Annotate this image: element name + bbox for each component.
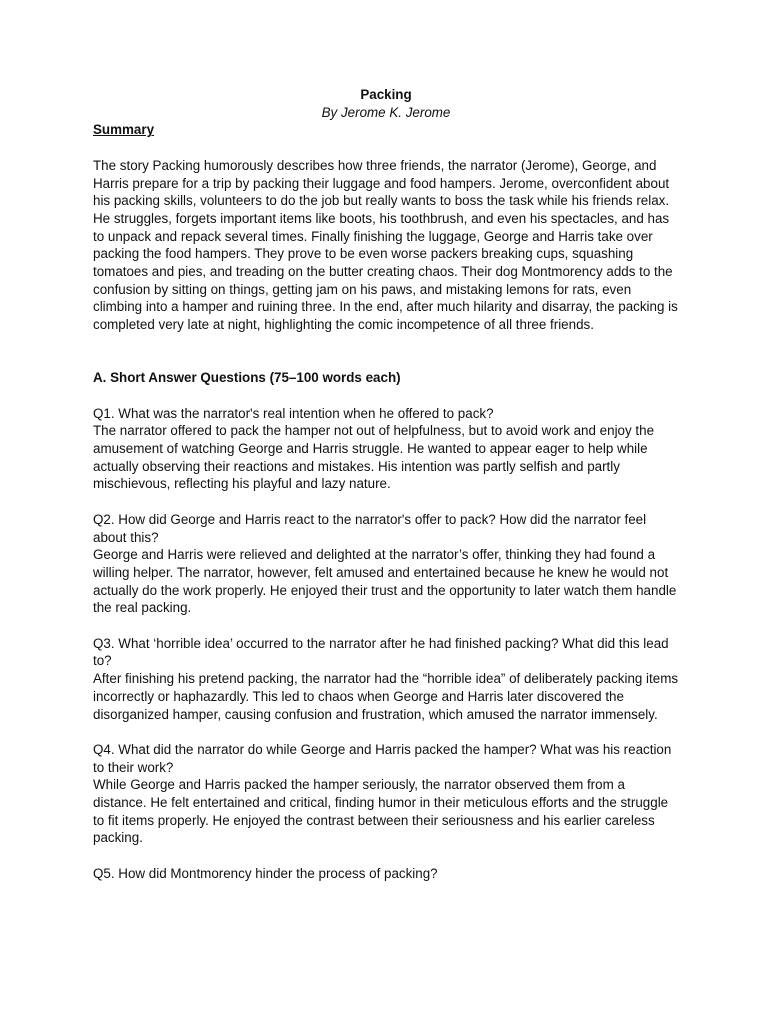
qa-item-1: [93, 405, 679, 494]
question-4: Q4. What did the narrator do while George and Harris packed the hamper? What was his reaction to their work?: [93, 741, 672, 775]
qa-item-2: [93, 511, 679, 617]
answer-1: The narrator offered to pack the hamper not out of helpfulness, but to avoid work and enjoy the amusement of watching George and Harris struggle. He wanted to appear eager to help while actually observing their reactions and mistakes. His intention was partly selfish and partly mischievous, reflecting his playful and lazy nature.: [93, 423, 655, 492]
document-content: [93, 86, 679, 900]
question-1: Q1. What was the narrator's real intention when he offered to pack?: [93, 405, 494, 421]
qa-item-5: [93, 865, 679, 883]
section-a-heading: A. Short Answer Questions (75–100 words each): [93, 370, 401, 386]
answer-4: While George and Harris packed the hamper seriously, the narrator observed them from a distance. He felt entertained and critical, finding humor in their meticulous efforts and the struggle to fit items properly. He enjoyed the contrast between their seriousness and his earlier careless packing.: [93, 777, 669, 846]
answer-3: After finishing his pretend packing, the narrator had the “horrible idea” of deliberately packing items incorrectly or haphazardly. This led to chaos when George and Harris later discovered the disorganized hamper, causing confusion and frustration, which amused the narrator immensely.: [93, 671, 679, 722]
question-3: Q3. What ‘horrible idea’ occurred to the narrator after he had finished packing? What did this lead to?: [93, 635, 669, 669]
document-title: Packing: [360, 87, 412, 102]
question-5: Q5. How did Montmorency hinder the process of packing?: [93, 865, 438, 881]
summary-heading: Summary: [93, 122, 155, 138]
qa-item-4: [93, 741, 679, 847]
answer-2: George and Harris were relieved and delighted at the narrator’s offer, thinking they had found a willing helper. The narrator, however, felt amused and entertained because he knew he would not actually do the work properly. He enjoyed their trust and the opportunity to later watch them handle the real packing.: [93, 547, 677, 616]
summary-paragraph: The story Packing humorously describes how three friends, the narrator (Jerome), George, and Harris prepare for a trip by packing their luggage and food hampers. Jerome, overconfident about his packing skills, volunteers to do the job but really wants to boss the task while his friends relax. He struggles, forgets important items like boots, his toothbrush, and even his spectacles, and has to unpack and repack several times. Finally finishing the luggage, George and Harris take over packing the food hampers. They prove to be even worse packers breaking cups, squashing tomatoes and pies, and treading on the butter creating chaos. Their dog Montmorency adds to the confusion by sitting on things, getting jam on his paws, and mistaking lemons for rats, even climbing into a hamper and ruining three. In the end, after much hilarity and disarray, the packing is completed very late at night, highlighting the comic incompetence of all three friends.: [93, 157, 678, 333]
qa-item-3: [93, 635, 679, 724]
document-byline: By Jerome K. Jerome: [321, 104, 451, 120]
question-2: Q2. How did George and Harris react to the narrator's offer to pack? How did the narrator feel about this?: [93, 511, 647, 545]
